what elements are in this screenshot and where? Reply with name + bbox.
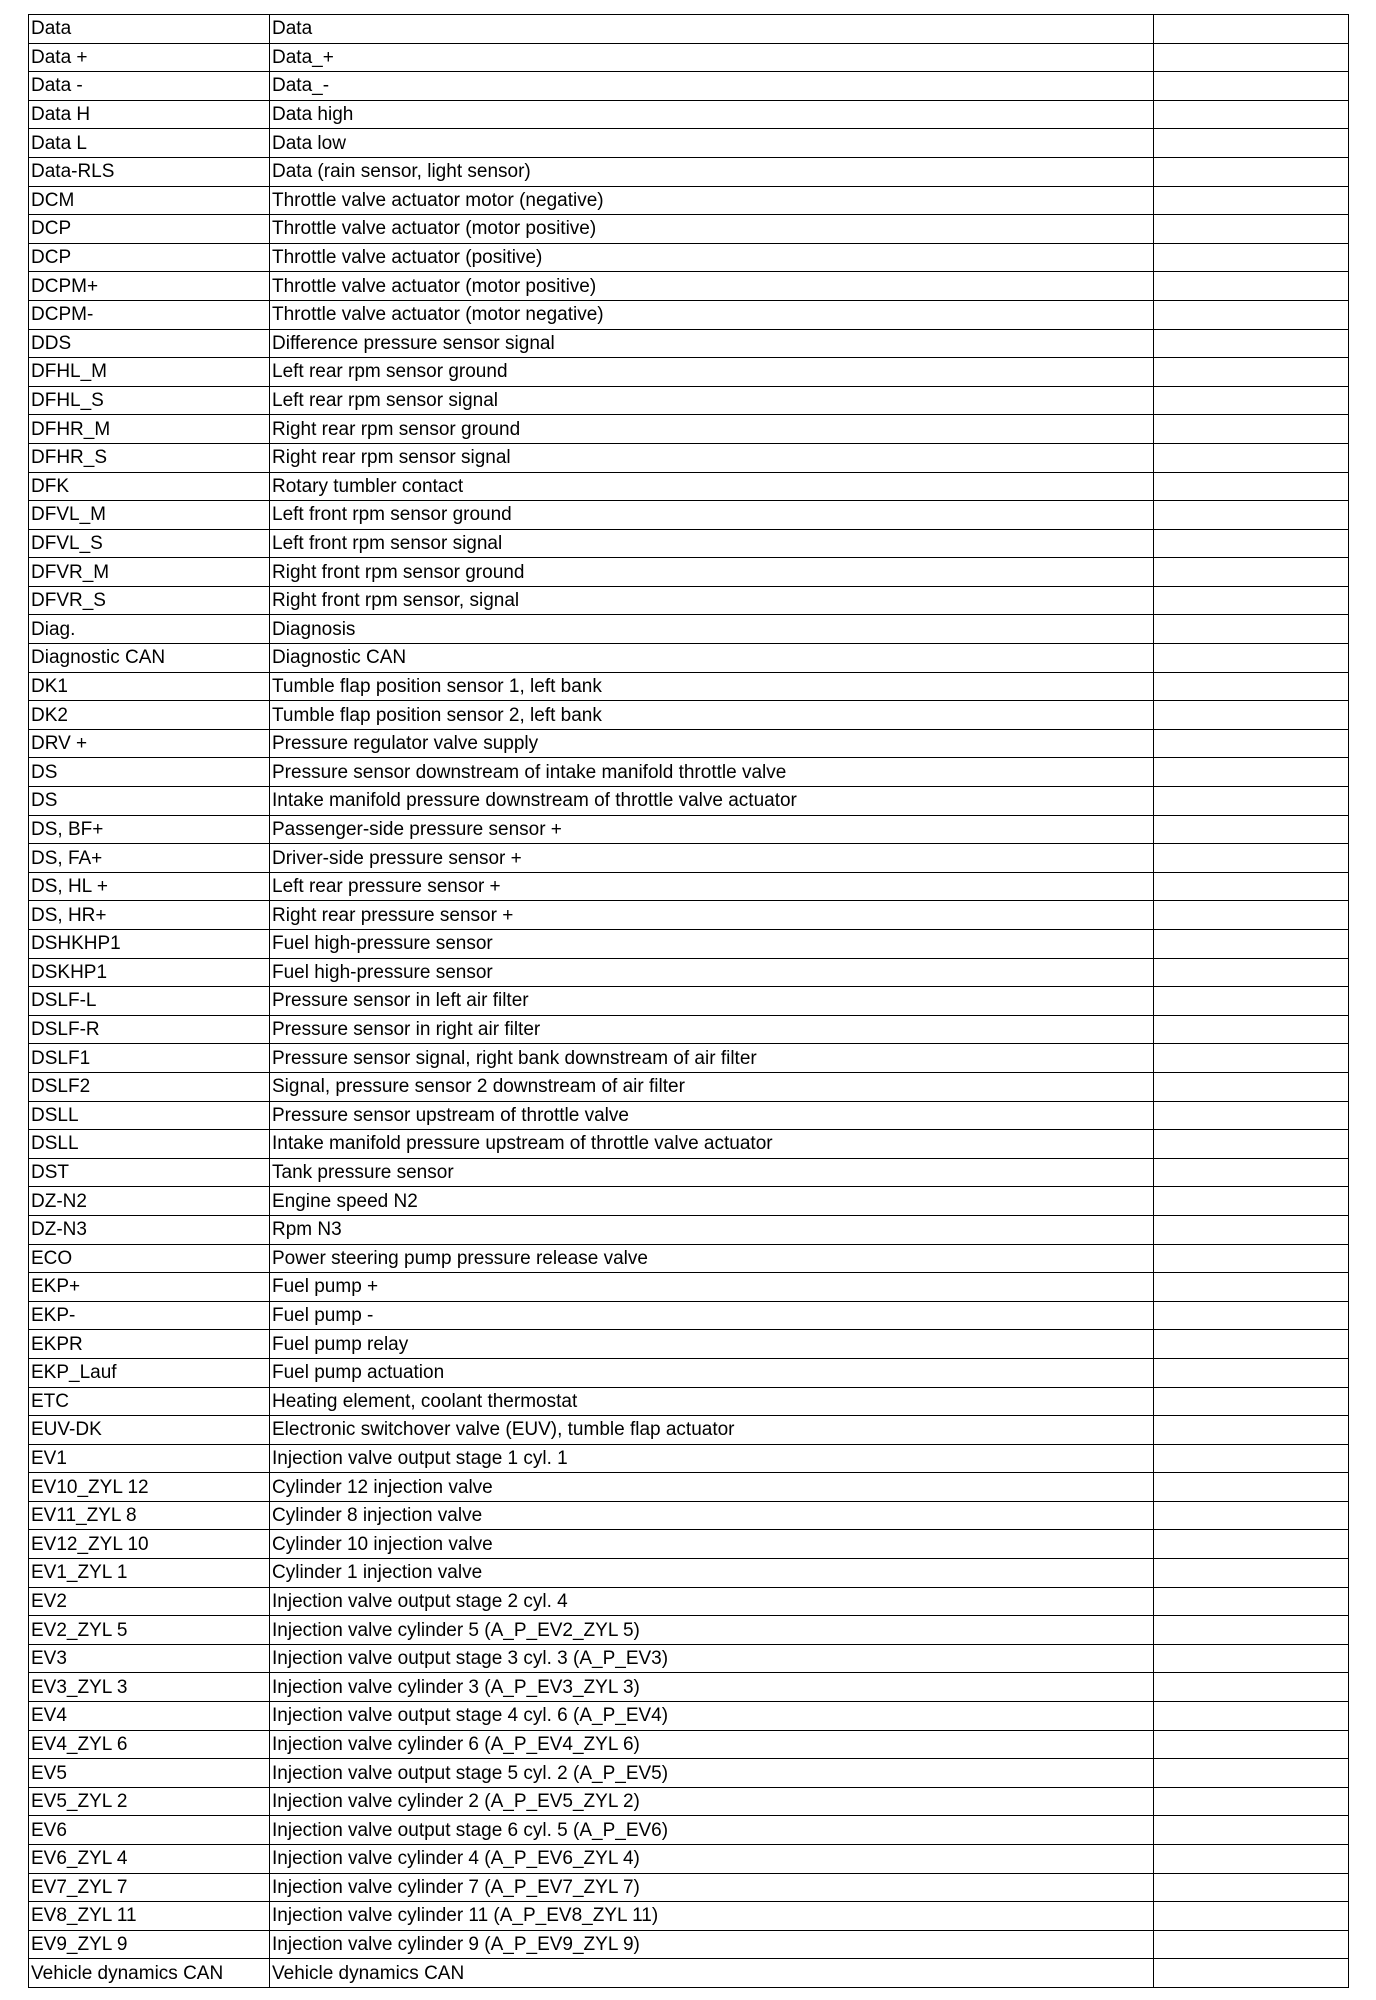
abbreviation-sheet: [28, 14, 1348, 1988]
notes-cell: [1154, 1244, 1349, 1273]
table-row: [29, 329, 1349, 358]
table-row: [29, 1130, 1349, 1159]
description-cell: Injection valve output stage 6 cyl. 5 (A_P_EV6): [270, 1816, 1154, 1845]
abbreviation-cell: DCM: [29, 186, 270, 215]
description-cell: Cylinder 8 injection valve: [270, 1501, 1154, 1530]
notes-cell: [1154, 300, 1349, 329]
description-cell: Difference pressure sensor signal: [270, 329, 1154, 358]
table-row: [29, 157, 1349, 186]
description-cell: Tumble flap position sensor 2, left bank: [270, 701, 1154, 730]
description-cell: Left front rpm sensor ground: [270, 501, 1154, 530]
notes-cell: [1154, 1015, 1349, 1044]
notes-cell: [1154, 1644, 1349, 1673]
abbreviation-cell: DFK: [29, 472, 270, 501]
notes-cell: [1154, 815, 1349, 844]
abbreviation-cell: DST: [29, 1158, 270, 1187]
description-cell: Injection valve cylinder 5 (A_P_EV2_ZYL 5): [270, 1616, 1154, 1645]
abbreviation-cell: DCP: [29, 215, 270, 244]
table-row: [29, 1530, 1349, 1559]
abbreviation-cell: Data L: [29, 129, 270, 158]
table-row: [29, 1644, 1349, 1673]
notes-cell: [1154, 1072, 1349, 1101]
table-row: [29, 243, 1349, 272]
table-row: [29, 1444, 1349, 1473]
abbreviation-cell: EV4: [29, 1702, 270, 1731]
description-cell: Throttle valve actuator (motor positive): [270, 215, 1154, 244]
description-cell: Left rear rpm sensor signal: [270, 386, 1154, 415]
notes-cell: [1154, 501, 1349, 530]
notes-cell: [1154, 1673, 1349, 1702]
description-cell: Injection valve output stage 2 cyl. 4: [270, 1587, 1154, 1616]
notes-cell: [1154, 586, 1349, 615]
abbreviation-cell: DFHR_M: [29, 415, 270, 444]
notes-cell: [1154, 215, 1349, 244]
table-row: [29, 1902, 1349, 1931]
abbreviation-cell: ECO: [29, 1244, 270, 1273]
table-row: [29, 672, 1349, 701]
description-cell: Fuel pump relay: [270, 1330, 1154, 1359]
abbreviation-cell: DFVR_M: [29, 558, 270, 587]
abbreviation-cell: DK1: [29, 672, 270, 701]
abbreviation-cell: EV11_ZYL 8: [29, 1501, 270, 1530]
description-cell: Throttle valve actuator motor (negative): [270, 186, 1154, 215]
description-cell: Data (rain sensor, light sensor): [270, 157, 1154, 186]
notes-cell: [1154, 15, 1349, 44]
notes-cell: [1154, 1273, 1349, 1302]
table-row: [29, 1301, 1349, 1330]
table-row: [29, 872, 1349, 901]
description-cell: Injection valve cylinder 4 (A_P_EV6_ZYL 4): [270, 1845, 1154, 1874]
table-row: [29, 1873, 1349, 1902]
description-cell: Throttle valve actuator (motor positive): [270, 272, 1154, 301]
table-row: [29, 729, 1349, 758]
table-row: [29, 129, 1349, 158]
table-row: [29, 15, 1349, 44]
table-row: [29, 1273, 1349, 1302]
abbreviation-cell: DSLL: [29, 1101, 270, 1130]
table-row: [29, 1072, 1349, 1101]
abbreviation-cell: DCPM-: [29, 300, 270, 329]
notes-cell: [1154, 1158, 1349, 1187]
notes-cell: [1154, 272, 1349, 301]
abbreviation-cell: EKP_Lauf: [29, 1358, 270, 1387]
abbreviation-cell: EV5_ZYL 2: [29, 1787, 270, 1816]
table-row: [29, 1387, 1349, 1416]
description-cell: Pressure sensor downstream of intake manifold throttle valve: [270, 758, 1154, 787]
table-row: [29, 1101, 1349, 1130]
notes-cell: [1154, 1873, 1349, 1902]
description-cell: Pressure sensor in right air filter: [270, 1015, 1154, 1044]
description-cell: Pressure regulator valve supply: [270, 729, 1154, 758]
notes-cell: [1154, 415, 1349, 444]
description-cell: Engine speed N2: [270, 1187, 1154, 1216]
notes-cell: [1154, 1473, 1349, 1502]
table-row: [29, 272, 1349, 301]
abbreviation-cell: DCP: [29, 243, 270, 272]
description-cell: Data_-: [270, 72, 1154, 101]
table-row: [29, 43, 1349, 72]
abbreviation-cell: DSHKHP1: [29, 930, 270, 959]
notes-cell: [1154, 72, 1349, 101]
notes-cell: [1154, 1130, 1349, 1159]
description-cell: Rpm N3: [270, 1215, 1154, 1244]
notes-cell: [1154, 872, 1349, 901]
notes-cell: [1154, 729, 1349, 758]
abbreviation-cell: DFVL_M: [29, 501, 270, 530]
description-cell: Tank pressure sensor: [270, 1158, 1154, 1187]
description-cell: Intake manifold pressure upstream of throttle valve actuator: [270, 1130, 1154, 1159]
description-cell: Injection valve cylinder 9 (A_P_EV9_ZYL 9): [270, 1930, 1154, 1959]
table-row: [29, 1330, 1349, 1359]
notes-cell: [1154, 1444, 1349, 1473]
notes-cell: [1154, 958, 1349, 987]
description-cell: Fuel high-pressure sensor: [270, 958, 1154, 987]
description-cell: Data_+: [270, 43, 1154, 72]
notes-cell: [1154, 1845, 1349, 1874]
table-row: [29, 586, 1349, 615]
notes-cell: [1154, 1816, 1349, 1845]
abbreviation-cell: DFHL_S: [29, 386, 270, 415]
table-row: [29, 1215, 1349, 1244]
notes-cell: [1154, 615, 1349, 644]
abbreviation-cell: DRV +: [29, 729, 270, 758]
abbreviation-cell: DFHR_S: [29, 443, 270, 472]
abbreviation-cell: EKP+: [29, 1273, 270, 1302]
abbreviation-cell: DSKHP1: [29, 958, 270, 987]
table-row: [29, 958, 1349, 987]
notes-cell: [1154, 1530, 1349, 1559]
description-cell: Injection valve output stage 3 cyl. 3 (A_P_EV3): [270, 1644, 1154, 1673]
abbreviation-cell: Data H: [29, 100, 270, 129]
table-row: [29, 901, 1349, 930]
notes-cell: [1154, 787, 1349, 816]
abbreviation-cell: EKP-: [29, 1301, 270, 1330]
notes-cell: [1154, 1902, 1349, 1931]
notes-cell: [1154, 1930, 1349, 1959]
description-cell: Right front rpm sensor ground: [270, 558, 1154, 587]
abbreviation-cell: ETC: [29, 1387, 270, 1416]
description-cell: Left rear pressure sensor +: [270, 872, 1154, 901]
notes-cell: [1154, 157, 1349, 186]
table-row: [29, 443, 1349, 472]
description-cell: Injection valve cylinder 2 (A_P_EV5_ZYL 2): [270, 1787, 1154, 1816]
abbreviation-cell: EV6_ZYL 4: [29, 1845, 270, 1874]
table-row: [29, 1015, 1349, 1044]
notes-cell: [1154, 1215, 1349, 1244]
description-cell: Injection valve cylinder 11 (A_P_EV8_ZYL 11): [270, 1902, 1154, 1931]
notes-cell: [1154, 844, 1349, 873]
notes-cell: [1154, 1044, 1349, 1073]
description-cell: Tumble flap position sensor 1, left bank: [270, 672, 1154, 701]
table-row: [29, 1358, 1349, 1387]
abbreviation-cell: Data: [29, 15, 270, 44]
notes-cell: [1154, 701, 1349, 730]
table-row: [29, 1244, 1349, 1273]
abbreviation-cell: EV10_ZYL 12: [29, 1473, 270, 1502]
table-row: [29, 1759, 1349, 1788]
abbreviation-cell: EV2_ZYL 5: [29, 1616, 270, 1645]
table-row: [29, 644, 1349, 673]
table-row: [29, 844, 1349, 873]
notes-cell: [1154, 186, 1349, 215]
notes-cell: [1154, 100, 1349, 129]
table-row: [29, 358, 1349, 387]
table-row: [29, 758, 1349, 787]
description-cell: Left rear rpm sensor ground: [270, 358, 1154, 387]
notes-cell: [1154, 1387, 1349, 1416]
table-row: [29, 1702, 1349, 1731]
abbreviation-cell: Diag.: [29, 615, 270, 644]
description-cell: Injection valve output stage 4 cyl. 6 (A_P_EV4): [270, 1702, 1154, 1731]
abbreviation-cell: EV1: [29, 1444, 270, 1473]
abbreviation-cell: DSLF-L: [29, 987, 270, 1016]
table-row: [29, 386, 1349, 415]
notes-cell: [1154, 1959, 1349, 1988]
description-cell: Right front rpm sensor, signal: [270, 586, 1154, 615]
table-row: [29, 1816, 1349, 1845]
abbreviation-cell: DK2: [29, 701, 270, 730]
table-row: [29, 1616, 1349, 1645]
description-cell: Fuel pump actuation: [270, 1358, 1154, 1387]
notes-cell: [1154, 1759, 1349, 1788]
description-cell: Pressure sensor in left air filter: [270, 987, 1154, 1016]
abbreviation-cell: EV3_ZYL 3: [29, 1673, 270, 1702]
abbreviation-cell: EUV-DK: [29, 1416, 270, 1445]
abbreviation-cell: DS, HL +: [29, 872, 270, 901]
description-cell: Heating element, coolant thermostat: [270, 1387, 1154, 1416]
table-row: [29, 215, 1349, 244]
table-row: [29, 1845, 1349, 1874]
abbreviation-cell: EV9_ZYL 9: [29, 1930, 270, 1959]
table-row: [29, 472, 1349, 501]
description-cell: Throttle valve actuator (motor negative): [270, 300, 1154, 329]
abbreviation-cell: EV5: [29, 1759, 270, 1788]
abbreviation-cell: Diagnostic CAN: [29, 644, 270, 673]
description-cell: Driver-side pressure sensor +: [270, 844, 1154, 873]
description-cell: Electronic switchover valve (EUV), tumble flap actuator: [270, 1416, 1154, 1445]
description-cell: Fuel pump +: [270, 1273, 1154, 1302]
table-row: [29, 1673, 1349, 1702]
abbreviation-cell: Vehicle dynamics CAN: [29, 1959, 270, 1988]
table-row: [29, 815, 1349, 844]
notes-cell: [1154, 329, 1349, 358]
table-row: [29, 415, 1349, 444]
abbreviation-cell: EV12_ZYL 10: [29, 1530, 270, 1559]
description-cell: Vehicle dynamics CAN: [270, 1959, 1154, 1988]
notes-cell: [1154, 758, 1349, 787]
notes-cell: [1154, 529, 1349, 558]
abbreviation-table: [28, 14, 1349, 1988]
table-row: [29, 72, 1349, 101]
abbreviation-cell: Data -: [29, 72, 270, 101]
abbreviation-cell: Data-RLS: [29, 157, 270, 186]
abbreviation-cell: DSLF-R: [29, 1015, 270, 1044]
table-row: [29, 930, 1349, 959]
notes-cell: [1154, 930, 1349, 959]
notes-cell: [1154, 1101, 1349, 1130]
description-cell: Diagnosis: [270, 615, 1154, 644]
abbreviation-cell: DS: [29, 758, 270, 787]
table-row: [29, 1930, 1349, 1959]
abbreviation-cell: EV4_ZYL 6: [29, 1730, 270, 1759]
description-cell: Injection valve cylinder 7 (A_P_EV7_ZYL 7): [270, 1873, 1154, 1902]
abbreviation-cell: DFVR_S: [29, 586, 270, 615]
table-row: [29, 1787, 1349, 1816]
notes-cell: [1154, 901, 1349, 930]
table-row: [29, 1187, 1349, 1216]
table-body: [29, 15, 1349, 1988]
description-cell: Diagnostic CAN: [270, 644, 1154, 673]
notes-cell: [1154, 1416, 1349, 1445]
notes-cell: [1154, 43, 1349, 72]
table-row: [29, 787, 1349, 816]
description-cell: Intake manifold pressure downstream of throttle valve actuator: [270, 787, 1154, 816]
abbreviation-cell: DSLF1: [29, 1044, 270, 1073]
table-row: [29, 300, 1349, 329]
table-row: [29, 501, 1349, 530]
notes-cell: [1154, 1787, 1349, 1816]
abbreviation-cell: DZ-N3: [29, 1215, 270, 1244]
description-cell: Cylinder 12 injection valve: [270, 1473, 1154, 1502]
description-cell: Left front rpm sensor signal: [270, 529, 1154, 558]
description-cell: Injection valve output stage 5 cyl. 2 (A_P_EV5): [270, 1759, 1154, 1788]
notes-cell: [1154, 1559, 1349, 1588]
description-cell: Injection valve output stage 1 cyl. 1: [270, 1444, 1154, 1473]
table-row: [29, 1473, 1349, 1502]
notes-cell: [1154, 644, 1349, 673]
notes-cell: [1154, 358, 1349, 387]
notes-cell: [1154, 558, 1349, 587]
abbreviation-cell: DS, BF+: [29, 815, 270, 844]
abbreviation-cell: DSLF2: [29, 1072, 270, 1101]
description-cell: Right rear rpm sensor signal: [270, 443, 1154, 472]
abbreviation-cell: EV6: [29, 1816, 270, 1845]
description-cell: Fuel pump -: [270, 1301, 1154, 1330]
table-row: [29, 1044, 1349, 1073]
description-cell: Cylinder 10 injection valve: [270, 1530, 1154, 1559]
table-row: [29, 615, 1349, 644]
description-cell: Fuel high-pressure sensor: [270, 930, 1154, 959]
notes-cell: [1154, 1187, 1349, 1216]
description-cell: Data high: [270, 100, 1154, 129]
abbreviation-cell: EV2: [29, 1587, 270, 1616]
abbreviation-cell: EV1_ZYL 1: [29, 1559, 270, 1588]
abbreviation-cell: Data +: [29, 43, 270, 72]
table-row: [29, 701, 1349, 730]
notes-cell: [1154, 1301, 1349, 1330]
table-row: [29, 1416, 1349, 1445]
abbreviation-cell: DFVL_S: [29, 529, 270, 558]
abbreviation-cell: EV3: [29, 1644, 270, 1673]
description-cell: Pressure sensor signal, right bank downstream of air filter: [270, 1044, 1154, 1073]
description-cell: Throttle valve actuator (positive): [270, 243, 1154, 272]
description-cell: Right rear pressure sensor +: [270, 901, 1154, 930]
description-cell: Data: [270, 15, 1154, 44]
notes-cell: [1154, 1330, 1349, 1359]
table-row: [29, 558, 1349, 587]
table-row: [29, 1587, 1349, 1616]
description-cell: Injection valve cylinder 3 (A_P_EV3_ZYL 3): [270, 1673, 1154, 1702]
table-row: [29, 529, 1349, 558]
notes-cell: [1154, 1702, 1349, 1731]
abbreviation-cell: DS, FA+: [29, 844, 270, 873]
notes-cell: [1154, 1501, 1349, 1530]
abbreviation-cell: DDS: [29, 329, 270, 358]
abbreviation-cell: DS, HR+: [29, 901, 270, 930]
table-row: [29, 987, 1349, 1016]
abbreviation-cell: DCPM+: [29, 272, 270, 301]
abbreviation-cell: EV8_ZYL 11: [29, 1902, 270, 1931]
notes-cell: [1154, 1358, 1349, 1387]
description-cell: Right rear rpm sensor ground: [270, 415, 1154, 444]
notes-cell: [1154, 1587, 1349, 1616]
table-row: [29, 1959, 1349, 1988]
description-cell: Injection valve cylinder 6 (A_P_EV4_ZYL 6): [270, 1730, 1154, 1759]
abbreviation-cell: DFHL_M: [29, 358, 270, 387]
description-cell: Rotary tumbler contact: [270, 472, 1154, 501]
abbreviation-cell: EKPR: [29, 1330, 270, 1359]
description-cell: Passenger-side pressure sensor +: [270, 815, 1154, 844]
description-cell: Power steering pump pressure release valve: [270, 1244, 1154, 1273]
description-cell: Data low: [270, 129, 1154, 158]
notes-cell: [1154, 472, 1349, 501]
abbreviation-cell: DZ-N2: [29, 1187, 270, 1216]
table-row: [29, 1158, 1349, 1187]
abbreviation-cell: DS: [29, 787, 270, 816]
table-row: [29, 100, 1349, 129]
notes-cell: [1154, 243, 1349, 272]
description-cell: Signal, pressure sensor 2 downstream of air filter: [270, 1072, 1154, 1101]
notes-cell: [1154, 443, 1349, 472]
notes-cell: [1154, 672, 1349, 701]
notes-cell: [1154, 1616, 1349, 1645]
table-row: [29, 1730, 1349, 1759]
abbreviation-cell: EV7_ZYL 7: [29, 1873, 270, 1902]
table-row: [29, 1559, 1349, 1588]
table-row: [29, 1501, 1349, 1530]
description-cell: Pressure sensor upstream of throttle valve: [270, 1101, 1154, 1130]
table-row: [29, 186, 1349, 215]
notes-cell: [1154, 129, 1349, 158]
notes-cell: [1154, 386, 1349, 415]
notes-cell: [1154, 1730, 1349, 1759]
notes-cell: [1154, 987, 1349, 1016]
description-cell: Cylinder 1 injection valve: [270, 1559, 1154, 1588]
abbreviation-cell: DSLL: [29, 1130, 270, 1159]
